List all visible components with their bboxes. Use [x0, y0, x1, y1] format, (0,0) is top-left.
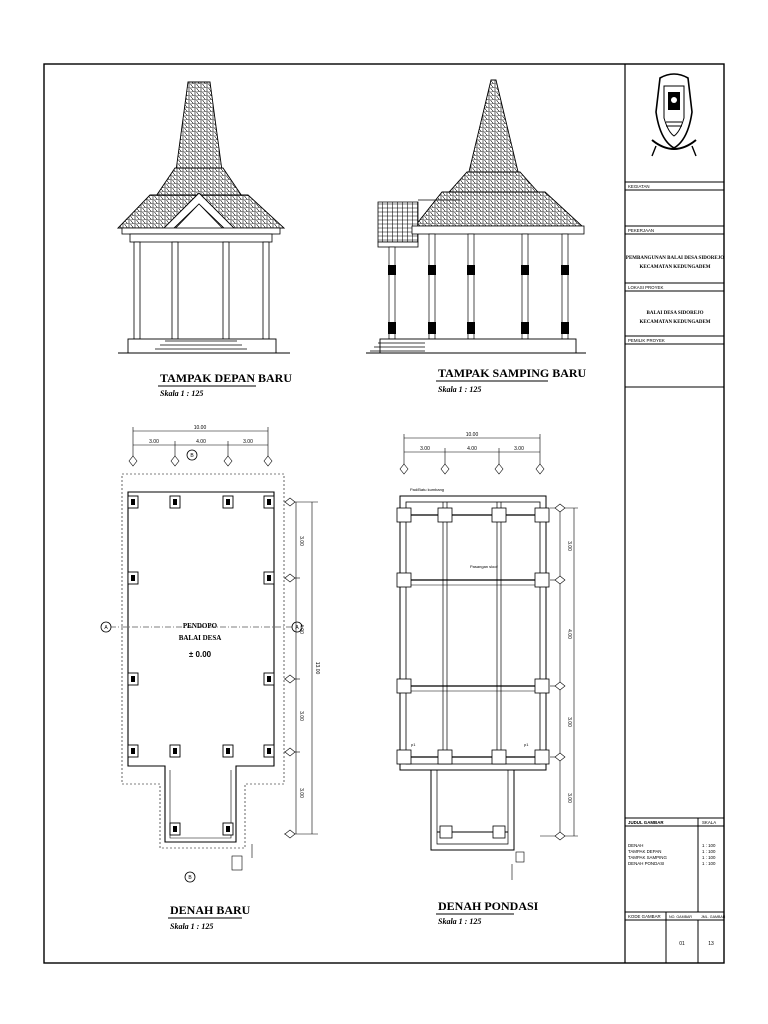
pekerjaan-line-1: PEMBANGUNAN BALAI DESA SIDOREJO — [625, 256, 725, 261]
drawing-list-2: TAMPAK SAMPING — [628, 855, 667, 860]
plan-section-a-right: A — [295, 625, 299, 631]
kegiatan-label: KEGIATAN — [628, 184, 650, 189]
front-elevation-title: TAMPAK DEPAN BARU — [160, 371, 292, 385]
side-elevation-title: TAMPAK SAMPING BARU — [438, 366, 587, 380]
drawing-list-0: DENAH — [628, 843, 644, 848]
jml-gambar-value: 13 — [708, 941, 714, 947]
jml-gambar-label: JML. GAMBAR — [701, 915, 726, 919]
front-elevation — [118, 82, 290, 353]
pekerjaan-line-2: KECAMATAN KEDUNGADEM — [639, 265, 711, 270]
title-block — [625, 74, 726, 963]
kode-gambar-label: KODE GAMBAR — [628, 914, 661, 919]
side-elevation — [366, 80, 586, 353]
plan-dim-side-4: 3.00 — [298, 788, 304, 798]
scale-list-1: 1 : 100 — [702, 849, 716, 854]
foundation-dim-side-2: 4.00 — [566, 629, 572, 639]
no-gambar-label: NO. GAMBAR — [669, 915, 692, 919]
plan-dim-total: 10.00 — [193, 425, 207, 431]
plan-room-name-2: BALAI DESA — [178, 634, 222, 642]
foundation-title: DENAH PONDASI — [438, 899, 539, 913]
foundation-dim-side-3: 3.00 — [566, 717, 572, 727]
front-elevation-scale: Skala 1 : 125 — [160, 389, 204, 398]
side-elevation-scale: Skala 1 : 125 — [438, 385, 482, 394]
scale-list-2: 1 : 100 — [702, 855, 716, 860]
regency-emblem-icon — [652, 74, 696, 156]
plan-dim-side-3: 3.00 — [298, 711, 304, 721]
foundation-dim-bay-1: 3.00 — [420, 446, 430, 452]
drawing-list-1: TAMPAK DEPAN — [628, 849, 662, 854]
plan-dim-bay-3: 3.00 — [243, 439, 253, 445]
foundation-dim-bay-2: 4.00 — [467, 446, 477, 452]
plan-room-name-1: PENDOPO — [182, 622, 218, 630]
lokasi-line-2: KECAMATAN KEDUNGADEM — [639, 320, 711, 325]
pemilik-label: PEMILIK PROYEK — [628, 338, 665, 343]
foundation-label-p1a: p1 — [411, 742, 416, 747]
plan-title: DENAH BARU — [170, 903, 251, 917]
scale-list-3: 1 : 100 — [702, 861, 716, 866]
plan-dim-side-1: 3.00 — [298, 536, 304, 546]
plan-dim-total-length: 13.00 — [314, 661, 320, 675]
foundation-dim-side-1: 3.00 — [566, 541, 572, 551]
pekerjaan-label: PEKERJAAN — [628, 228, 655, 233]
foundation-scale: Skala 1 : 125 — [438, 917, 482, 926]
foundation-plan — [397, 432, 578, 880]
plan-dim-bay-1: 3.00 — [149, 439, 159, 445]
no-gambar-value: 01 — [679, 941, 685, 947]
foundation-label-sloof: Pasangan sloof — [470, 564, 498, 569]
plan-level: ± 0.00 — [188, 650, 212, 659]
judul-label: JUDUL GAMBAR — [628, 820, 664, 825]
plan-section-b-top: B — [190, 453, 194, 459]
plan-section-a-left: A — [104, 625, 108, 631]
foundation-label-footing: Pad/Batu kumbang — [410, 487, 445, 492]
lokasi-label: LOKASI PROYEK — [628, 285, 664, 290]
scale-list-0: 1 : 100 — [702, 843, 716, 848]
foundation-dim-side-4: 3.00 — [566, 793, 572, 803]
foundation-label-p1b: p1 — [524, 742, 529, 747]
lokasi-line-1: BALAI DESA SIDOREJO — [646, 311, 704, 316]
drawing-list-3: DENAH PONDASI — [628, 861, 665, 866]
foundation-dim-total: 10.00 — [465, 432, 479, 438]
skala-label: SKALA — [702, 820, 717, 825]
floor-plan — [101, 425, 320, 882]
foundation-dim-bay-3: 3.00 — [514, 446, 524, 452]
plan-section-b-bottom: B — [188, 875, 192, 881]
plan-scale: Skala 1 : 125 — [170, 922, 214, 931]
plan-dim-side-2: 4.00 — [298, 624, 304, 634]
plan-dim-bay-2: 4.00 — [196, 439, 206, 445]
